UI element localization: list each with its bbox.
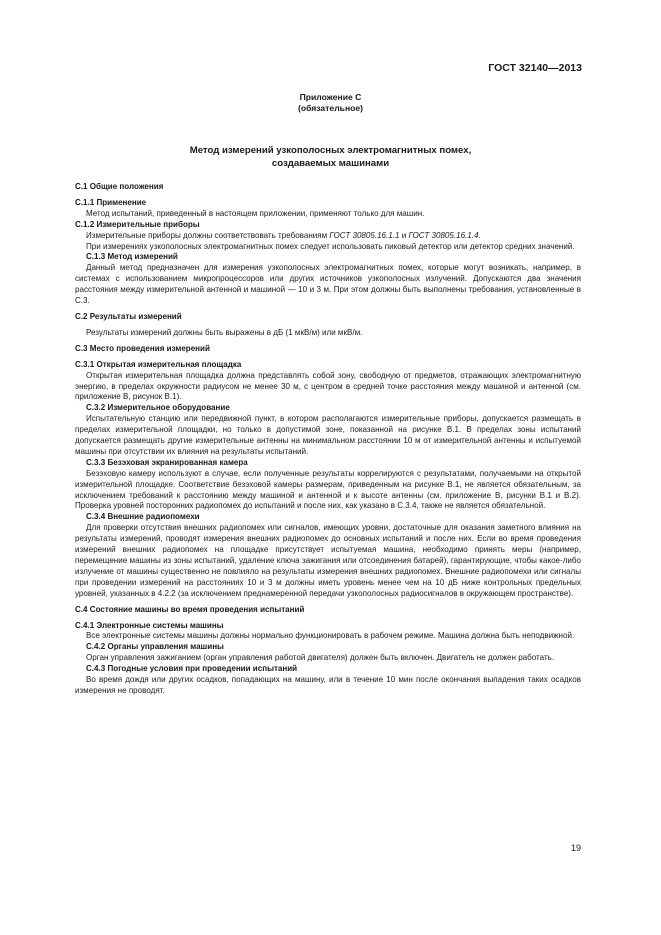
text-span: . [478,230,481,240]
section-heading-c4-3: С.4.3 Погодные условия при проведении испытаний [86,664,298,674]
annex-title [0,145,661,170]
page-number: 19 [570,843,581,853]
section-heading-c1-1: С.1.1 Применение [75,197,147,207]
text-span: и [399,230,409,240]
paragraph-c3-1: Открытая измерительная площадка должна представлять собой зону, свободную от предметов, отражающих электромагнитную энергию, в пределах окружности радиусом не менее 30 м, с центром в средней точке расстояния между машиной и антенной (см. приложение В, рисунок В.1). [75,370,581,402]
paragraph-c2: Результаты измерений должны быть выражены в дБ (1 мкВ/м) или мкВ/м. [86,327,363,337]
paragraph-c3-4: Для проверки отсутствия внешних радиопомех или сигналов, имеющих уровни, достаточные для оказания заметного влияния на результаты измерений, проводят измерения внешних радиопомех до основных испытаний и после них. Если во время проведения измерений внешних радиопомех на площадке присутствует испытуемая машина, необходимо принять меры (например, перемещение машины из зоны испытаний, удаление ключа зажигания или отсоединения батарей), гарантирующие, чтобы какое-либо излучение от машины существенно не повлияло на результаты измерения внешних радиопомех. Внешние радиопомехи или сигналы при проведении измерений на расстояниях 10 и 3 м должны иметь уровень менее чем на 10 дБ ниже контрольных предельных уровней, указанных в 4.2.2 (за исключением преднамеренной передачи узкополосных радиосигналов в окружающем пространстве). [75,523,581,598]
paragraph-c4-1: Все электронные системы машины должны нормально функционировать в рабочем режиме. Машина должна быть неподвижной. [86,631,575,641]
standard-reference: ГОСТ 30805.16.1.4 [408,230,479,240]
paragraph-c1-2-a [75,231,581,242]
paragraph-c4-2: Орган управления зажиганием (орган управления работой двигателя) должен быть включен. Двигатель не должен работать. [86,653,555,663]
section-heading-c3: С.3 Место проведения измерений [75,343,210,353]
section-heading-c3-4: С.3.4 Внешние радиопомехи [86,512,200,522]
section-heading-c4-1: С.4.1 Электронные системы машины [75,620,224,630]
section-heading-c1-3: С.1.3 Метод измерений [86,252,178,262]
section-heading-c4: С.4 Состояние машины во время проведения испытаний [75,604,305,614]
document-body [75,182,581,697]
section-heading-c3-3: С.3.3 Безэховая экранированная камера [86,457,248,467]
paragraph-c1-1: Метод испытаний, приведенный в настоящем приложении, применяют только для машин. [86,208,425,218]
section-heading-c3-1: С.3.1 Открытая измерительная площадка [75,359,242,369]
paragraph-c1-3: Данный метод предназначен для измерения узкополосных электромагнитных помех, которые могут возникать, например, в системах с использованием микропроцессоров или других источников узкополосных излучений. Допускаются два значения расстояния между измерительной антенной и машиной — 10 и 3 м. При этом должны быть выполнены требования, установленные в С.3. [75,263,581,306]
standard-reference: ГОСТ 30805.16.1.1 [329,230,400,240]
section-heading-c4-2: С.4.2 Органы управления машины [86,642,224,652]
annex-heading [0,92,661,114]
document-id: ГОСТ 32140—2013 [488,62,582,74]
paragraph-c4-3: Во время дождя или других осадков, попадающих на машину, или в течение 10 мин после окончания выпадения таких осадков измерения не проводят. [75,675,581,695]
paragraph-c1-2-b: При измерениях узкополосных электромагнитных помех следует использовать пиковый детектор или детектор средних значений. [86,241,575,251]
annex-title-line1: Метод измерений узкополосных электромагнитных помех, [189,145,472,156]
section-heading-c2: С.2 Результаты измерений [75,311,182,321]
annex-status: (обязательное) [297,103,364,113]
paragraph-c3-2: Испытательную станцию или передвижной пункт, в котором располагаются измерительные приборы, допускается размещать в пределах измерительной площадки, но только в допустимой зоне, показанной на рисунке В.1. В пределах зоны испытаний допускается размещать другие измерительные антенны на минимальном расстоянии 10 м от измерительной антенны и испытуемой машины при отсутствии их влияния на результаты испытаний. [75,414,581,456]
annex-label: Приложение С [299,92,362,102]
text-span: Измерительные приборы должны соответствовать требованиям [86,230,330,240]
annex-title-line2: создаваемых машинами [271,157,390,169]
section-heading-c3-2: С.3.2 Измерительное оборудование [86,403,230,413]
paragraph-c3-3: Безэховую камеру используют в случае, если полученные результаты коррелируются с результатами, получаемыми на открытой измерительной площадке. Соответствие безэховой камеры размерам, приведенным на рисунке В.1, не является обязательным, за исключением требований к расстоянию между машиной и антенной и к высоте антенны (см. приложение В, рисунки В.1 и В.2). Проверка уровней посторонних радиопомех до испытаний и после них, как указано в С.3.4, также не является обязательной. [75,468,581,511]
section-heading-c1: С.1 Общие положения [75,182,164,191]
section-heading-c1-2: С.1.2 Измерительные приборы [75,219,200,229]
